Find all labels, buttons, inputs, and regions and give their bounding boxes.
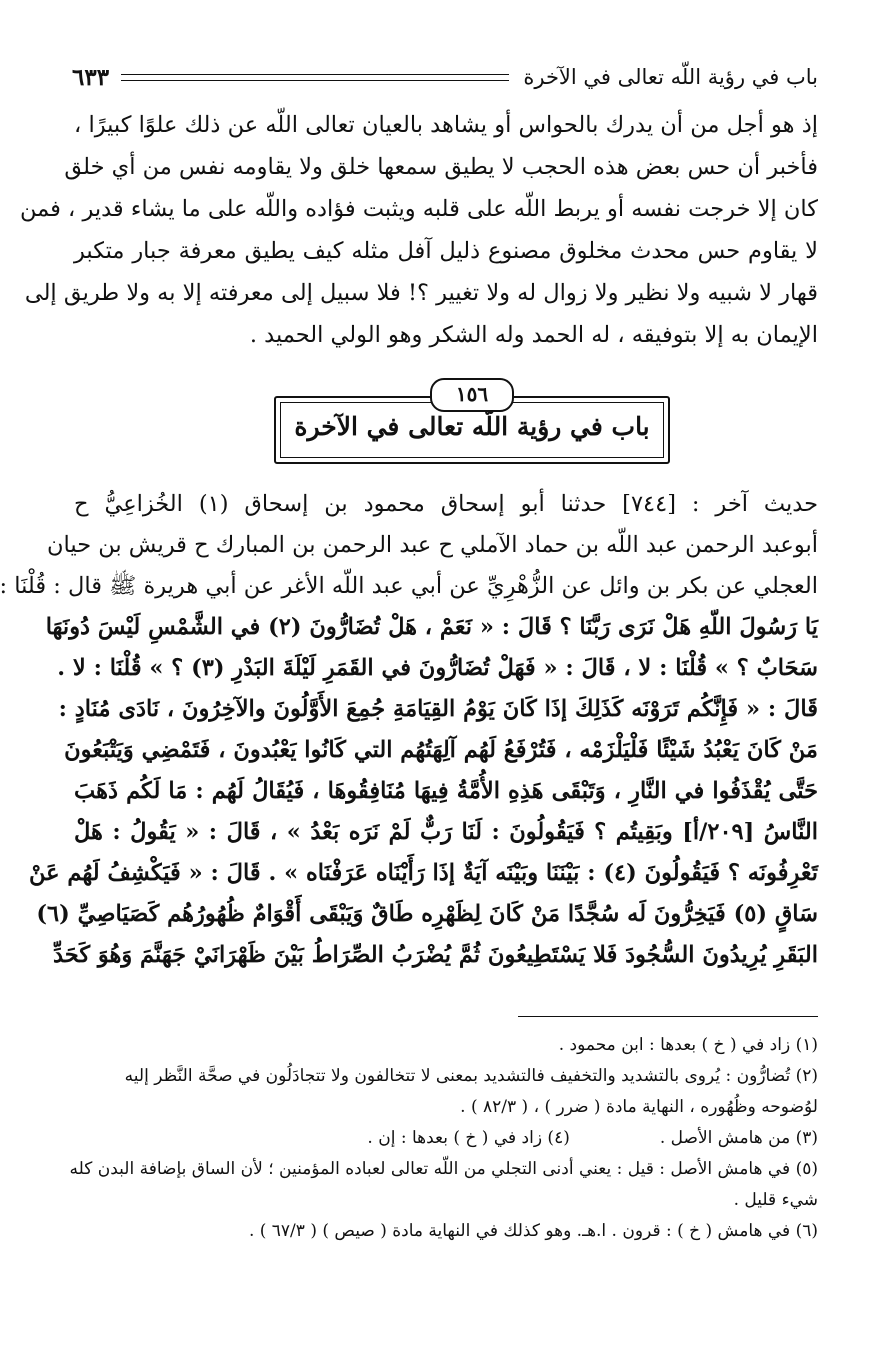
hadith-text-line: حَتَّى يُقْذَفُوا في النَّارِ ، وَتَبْقَى هَذِهِ الأُمَّةُ فِيهَا مُنَافِقُوهَا ، فَيُقَالُ لَهُم : مَا لَكُم ذَهَبَ xyxy=(74,778,818,804)
footnote-5-line-2: شيء قليل . xyxy=(733,1190,818,1210)
chapter-heading xyxy=(12,372,880,472)
hadith-text-line: يَا رَسُولَ اللّهِ هَلْ نَرَى رَبَّنَا ؟ قَالَ : « نَعَمْ ، هَلْ تُضَارُّونَ (٢) في الشَّمْسِ لَيْسَ دُونَهَا xyxy=(45,614,818,640)
footnote-3: (٣) من هامش الأصل . xyxy=(659,1128,818,1148)
page-number: ٦٣٣ xyxy=(72,63,110,91)
footnotes xyxy=(69,1030,818,1247)
chapter-title: باب في رؤية اللّه تعالى في الآخرة xyxy=(294,412,650,441)
hadith-text-line: مَنْ كَانَ يَعْبُدُ شَيْئًا فَلْيَلْزَمْه ، فَتُرْفَعُ لَهُم آلِهَتُهُم التي كَانُوا يَعْبُدونَ ، فَتَمْضِي وَيَتْبَعُونَ xyxy=(64,737,818,763)
text-line: لا يقاوم حس محدث مخلوق مصنوع ذليل آفل مثله كيف يطيق معرفة جبار متكبر xyxy=(74,238,818,264)
hadith-text-line: سَحَابٌ ؟ » قُلْنَا : لا ، قَالَ : « فَهَلْ تُضَارُّونَ في القَمَرِ لَيْلَةَ البَدْرِ (٣) ؟ » قُلْنَا : لا . xyxy=(57,655,818,681)
text-line: الإيمان به إلا بتوفيقه ، له الحمد وله الشكر وهو الولي الحميد . xyxy=(249,322,818,348)
hadith-text-line: قَالَ : « فَإِنَّكُم تَرَوْنَه كَذَلِكَ إذَا كَانَ يَوْمُ القِيَامَةِ جُمِعَ الأَوَّلُونَ والآخِرُونَ ، نَادَى مُنَادٍ : xyxy=(58,696,818,722)
text-line: حديث آخر : [٧٤٤] حدثنا أبو إسحاق محمود بن إسحاق (١) الخُزاعِيُّ ح xyxy=(74,491,818,517)
text-line: قهار لا شبيه ولا نظير ولا زوال له ولا تغيير ؟! فلا سبيل إلى معرفته إلا به ولا طريق إلى xyxy=(24,280,818,306)
text-line: كان إلا خرجت نفسه أو يربط اللّه على قلبه ويثبت فؤاده واللّه على ما يشاء قدير ، فمن xyxy=(19,196,818,222)
footnote-2-line-2: لوُضوحه وظُهُوره ، النهاية مادة ( ضرر ) ، ( ٨٢/٣ ) . xyxy=(460,1097,818,1117)
text-line: أبوعبد الرحمن عبد اللّه بن حماد الآملي ح عبد الرحمن بن المبارك ح قريش بن حيان xyxy=(47,532,818,558)
running-header xyxy=(72,60,818,94)
footnote-6: (٦) في هامش ( خ ) : قرون . ا.هـ. وهو كذلك في النهاية مادة ( صيص ) ( ٦٧/٣ ) . xyxy=(248,1221,818,1241)
hadith-paragraph xyxy=(0,484,818,976)
text-line: العجلي عن بكر بن وائل عن الزُّهْرِيِّ عن أبي عبد اللّه الأغر عن أبي هريرة ﷺ قال : قُلْنَا : xyxy=(0,573,818,599)
hadith-text-line: سَاقٍ (٥) فَيَخِرُّونَ لَه سُجَّدًا مَنْ كَانَ لِظَهْرِه طَاقٌ وَيَبْقَى أَقْوَامٌ ظُهُورُهُم كَصَيَاصِيِّ (٦) xyxy=(36,901,818,927)
hadith-text-line: النَّاسُ [٢٠٩/أ] وبَقِيتُم ؟ فَيَقُولُونَ : لَنَا رَبٌّ لَمْ نَرَه بَعْدُ » ، قَالَ : « يَقُولُ : هَلْ xyxy=(74,819,818,845)
footnote-1: (١) زاد في ( خ ) بعدها : ابن محمود . xyxy=(558,1035,818,1055)
hadith-text-line: تَعْرِفُونَه ؟ فَيَقُولُونَ (٤) : بَيْنَنَا وبَيْنَه آيَةٌ إذَا رَأَيْنَاه عَرَفْنَاه » . قَالَ : « فَيَكْشِفُ لَهُم عَنْ xyxy=(29,860,818,886)
footnote-5-line-1: (٥) في هامش الأصل : قيل : يعني أدنى التجلي من اللّه تعالى لعباده المؤمنين ؛ لأن الساق بإضافة البدن كله xyxy=(69,1159,818,1179)
intro-paragraph xyxy=(19,104,818,356)
footnote-separator xyxy=(518,1016,818,1017)
text-line: إذ هو أجل من أن يدرك بالحواس أو يشاهد بالعيان تعالى اللّه عن ذلك علوًا كبيرًا ، xyxy=(74,112,818,138)
header-double-rule xyxy=(121,74,509,81)
chapter-number-badge: ١٥٦ xyxy=(430,378,514,412)
text-line: فأخبر أن حس بعض هذه الحجب لا يطيق سمعها خلق ولا يقاومه نفس من أي خلق xyxy=(64,154,818,180)
running-title: باب في رؤية اللّه تعالى في الآخرة xyxy=(523,65,818,89)
footnote-4: (٤) زاد في ( خ ) بعدها : إن . xyxy=(367,1128,570,1148)
footnotes-3-4-row xyxy=(74,1123,818,1154)
footnote-2-line-1: (٢) تُضارُّون : يُروى بالتشديد والتخفيف فالتشديد بمعنى لا تتخالفون ولا تتجادَلُون في صحَّة النَّظر إليه xyxy=(124,1066,818,1086)
hadith-text-line: البَقَرِ يُرِيدُونَ السُّجُودَ فَلا يَسْتَطِيعُونَ ثُمَّ يُضْرَبُ الصِّرَاطُ بَيْنَ ظَهْرَانَيْ جَهَنَّمَ وَهُوَ كَحَدِّ xyxy=(52,942,818,968)
